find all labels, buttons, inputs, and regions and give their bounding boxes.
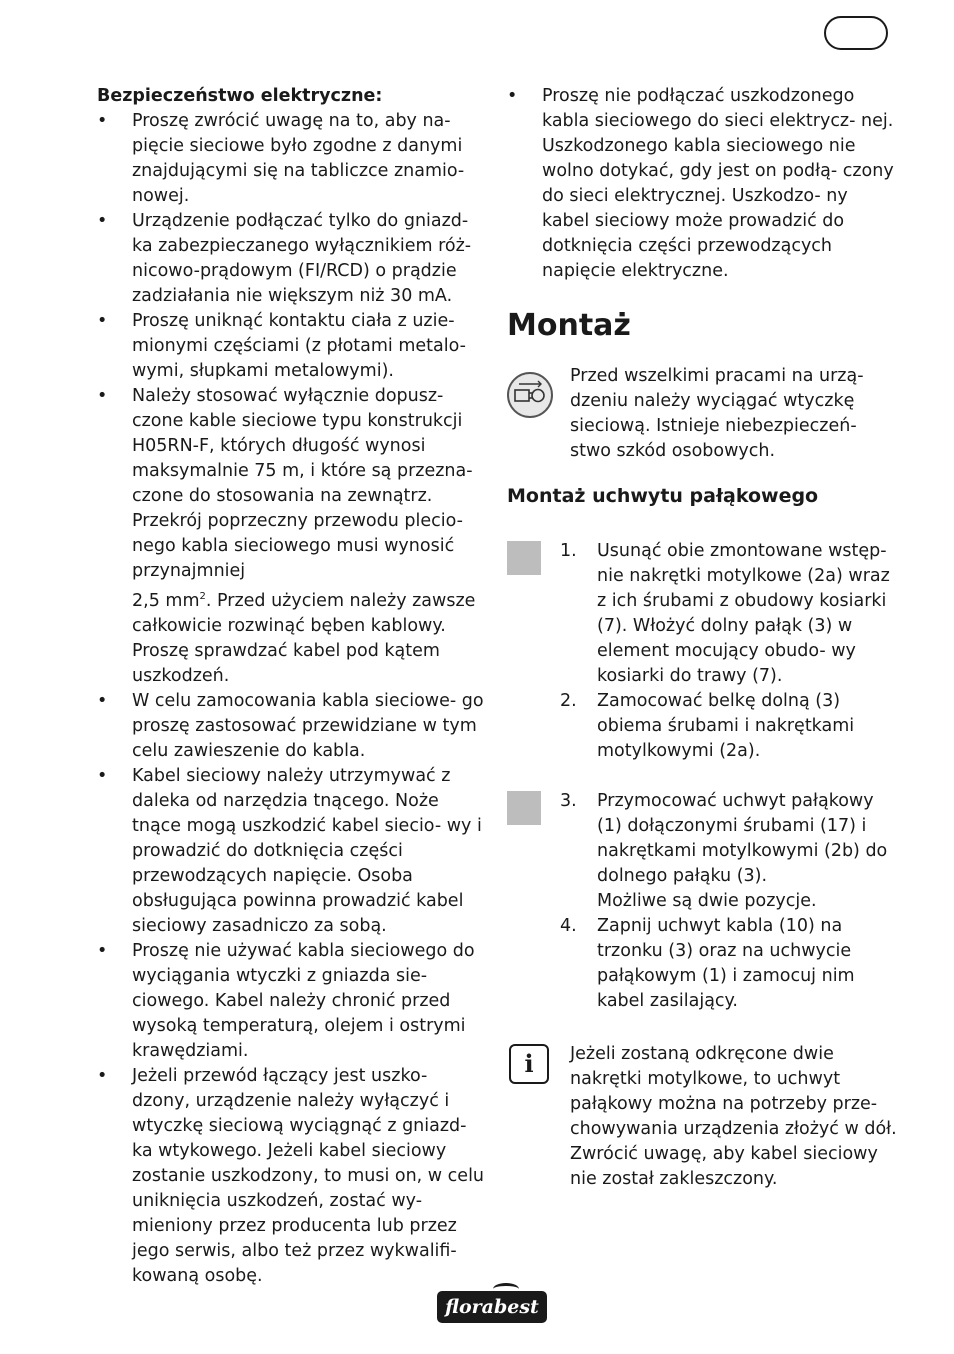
list-item: • W celu zamocowania kabla sieciowe- go proszę zastosować przewidziane w tym celu zawieszenie do kabla. bbox=[97, 689, 487, 764]
step-item: 1. Usunąć obie zmontowane wstęp- nie nakrętki motylkowe (2a) wraz z ich śrubami z obudowy kosiarki (7). Włożyć dolny pałąk (3) w element mocujący obudo- wy kosiarki do trawy (7). bbox=[560, 541, 890, 686]
cable-spec-text: • Należy stosować wyłącznie dopusz- czone kable sieciowe typu konstrukcji H05RN-F, których długość wynosi maksymalnie 75 m, i które są przezna- czone do stosowania na zewnątrz. Przekrój poprzeczny przewodu plecio- nego kabla sieciowego musi wynosić przynajmniej bbox=[132, 386, 473, 581]
step-item: 3. Przymocować uchwyt pałąkowy (1) dołączonymi śrubami (17) i nakrętkami motylkowymi (2b) do dolnego pałąku (3). Możliwe są dwie pozycje. bbox=[560, 791, 888, 911]
electrical-safety-heading: Bezpieczeństwo elektryczne: bbox=[97, 86, 383, 106]
list-item: • Proszę uniknąć kontaktu ciała z uzie- mionymi częściami (z płotami metalo- wymi, słupkami metalowymi). bbox=[97, 309, 487, 384]
list-item bbox=[97, 384, 487, 689]
unplug-icon bbox=[507, 372, 553, 418]
list-item: • Proszę nie podłączać uszkodzonego kabla sieciowego do sieci elektrycz- nej. Uszkodzonego kabla sieciowego nie wolno dotykać, gdy jest on podłą- czony do sieci elektrycznej. Uszkodzo- ny kabel sieciowy może prowadzić do dotknięcia części przewodzących napięcie elektryczne. bbox=[507, 84, 897, 284]
list-item: • Kabel sieciowy należy utrzymywać z daleka od narzędzia tnącego. Noże tnące mogą uszkodzić kabel siecio- wy i prowadzić do dotknięcia części przewodzących napięcie. Osoba obsługująca powinna prowadzić kabel sieciowy zasadniczo za sobą. bbox=[97, 764, 487, 939]
list-item: • Jeżeli przewód łączący jest uszko- dzony, urządzenie należy wyłączyć i wtyczkę sieciową wyciągnąć z gniazd- ka wtykowego. Jeżeli kabel sieciowy zostanie uszkodzony, to musi on, w celu uniknięcia uszkodzeń, zostać wy- mieniony przez producenta lub przez jego serwis, albo też przez wykwalifi- kowaną osobę. bbox=[97, 1064, 487, 1289]
logo-text: florabest bbox=[437, 1291, 547, 1323]
cable-spec-text-2: 2,5 $mm^2$. Przed użyciem należy zawsze całkowicie rozwinąć bęben kablowy. Proszę sprawdzać kabel pod kątem uszkodzeń. bbox=[132, 590, 476, 686]
info-icon: i bbox=[509, 1044, 549, 1084]
steps-group-a bbox=[507, 539, 897, 764]
figure-marker bbox=[507, 791, 541, 825]
list-item: • Proszę zwrócić uwagę na to, aby na- pięcie sieciowe było zgodne z danymi znajdującymi się na tabliczce znamio- nowej. bbox=[97, 109, 487, 209]
steps-group-b bbox=[507, 789, 897, 1014]
assembly-title: Montaż bbox=[507, 308, 631, 343]
electrical-safety-list bbox=[97, 109, 487, 1289]
language-badge bbox=[824, 16, 888, 50]
list-item: • Urządzenie podłączać tylko do gniazd- ka zabezpieczanego wyłącznikiem róż- nicowo-prądowym (FI/RCD) o prądzie zadziałania nie większym niż 30 mA. bbox=[97, 209, 487, 309]
unplug-warning-text: Przed wszelkimi pracami na urzą- dzeniu należy wyciągać wtyczkę sieciową. Istnieje niebezpieczeń- stwo szkód osobowych. bbox=[570, 366, 864, 461]
handle-assembly-subtitle: Montaż uchwytu pałąkowego bbox=[507, 485, 819, 507]
step-item: 4. Zapnij uchwyt kabla (10) na trzonku (3) oraz na uchwycie pałąkowym (1) i zamocuj nim kabel zasilający. bbox=[560, 916, 855, 1011]
info-note bbox=[507, 1042, 897, 1192]
brand-logo bbox=[437, 1283, 549, 1325]
list-item: • Proszę nie używać kabla sieciowego do wyciągania wtyczki z gniazda sie- ciowego. Kabel należy chronić przed wysoką temperaturą, olejem i ostrymi krawędziami. bbox=[97, 939, 487, 1064]
info-note-text: Jeżeli zostaną odkręcone dwie nakrętki motylkowe, to uchwyt pałąkowy można na potrzeby prze- chowywania urządzenia złożyć w dół. Zwrócić uwagę, aby kabel sieciowy nie został zakleszczony. bbox=[570, 1044, 897, 1189]
cable-warning-list bbox=[507, 84, 897, 284]
figure-marker bbox=[507, 541, 541, 575]
right-column bbox=[507, 84, 897, 1192]
step-item: 2. Zamocować belkę dolną (3) obiema śrubami i nakrętkami motylkowymi (2a). bbox=[560, 691, 855, 761]
left-column bbox=[97, 84, 487, 1289]
unplug-warning bbox=[507, 364, 897, 464]
